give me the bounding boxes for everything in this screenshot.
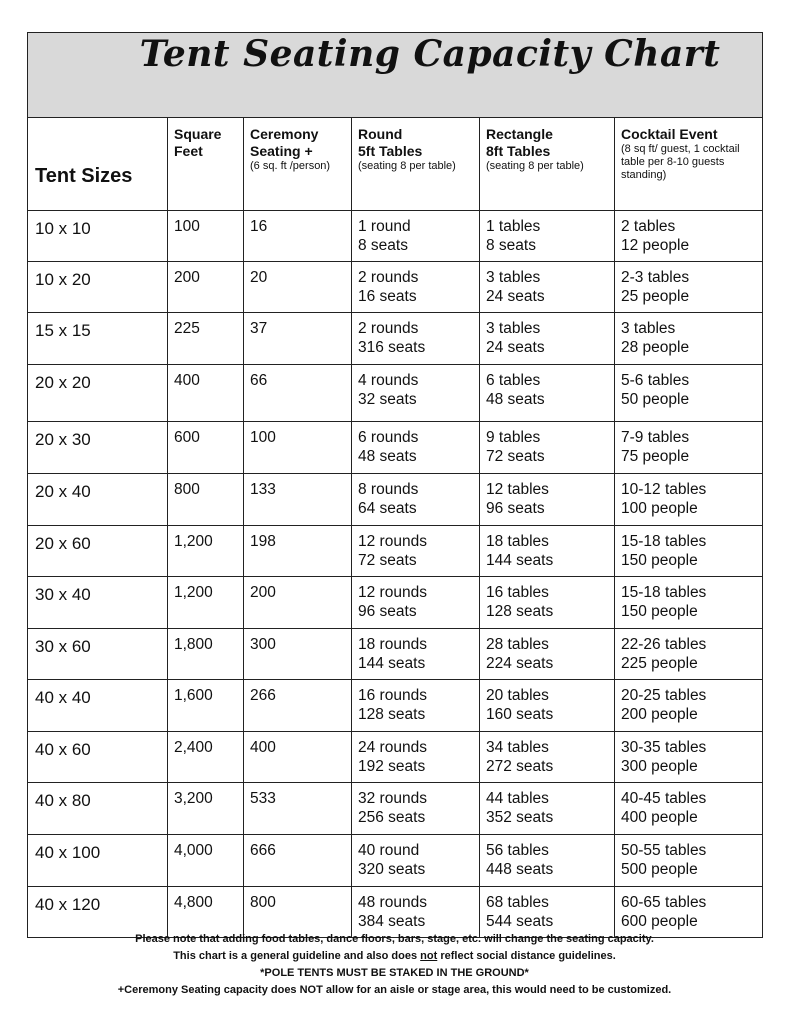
header-row xyxy=(28,118,763,211)
cell-round: 40 round 320 seats xyxy=(352,835,480,887)
cell-rectangle: 1 tables 8 seats xyxy=(480,211,615,262)
cell-rectangle: 18 tables 144 seats xyxy=(480,526,615,577)
title-banner xyxy=(28,33,763,118)
cell-square-feet: 2,400 xyxy=(168,732,244,783)
table-row xyxy=(28,526,763,577)
cell-cocktail: 20-25 tables 200 people xyxy=(615,680,763,732)
cell-cocktail: 22-26 tables 225 people xyxy=(615,629,763,680)
cell-tent-size: 40 x 40 xyxy=(28,680,168,732)
note-line-1: Please note that adding food tables, dance floors, bars, stage, etc. will change the seating capacity. xyxy=(135,933,654,945)
cell-round: 32 rounds 256 seats xyxy=(352,783,480,835)
cell-round: 12 rounds 96 seats xyxy=(352,577,480,629)
note-line-4: +Ceremony Seating capacity does NOT allow for an aisle or stage area, this would need to be customized. xyxy=(117,984,672,996)
cell-square-feet: 225 xyxy=(168,313,244,365)
cell-round: 2 rounds 16 seats xyxy=(352,262,480,313)
cell-tent-size: 40 x 80 xyxy=(28,783,168,835)
cell-tent-size: 20 x 20 xyxy=(28,365,168,422)
cell-tent-size: 40 x 120 xyxy=(28,887,168,938)
cell-ceremony: 133 xyxy=(244,474,352,526)
cell-tent-size: 10 x 20 xyxy=(28,262,168,313)
cell-rectangle: 3 tables 24 seats xyxy=(480,313,615,365)
table-row xyxy=(28,313,763,365)
cell-ceremony: 198 xyxy=(244,526,352,577)
cell-round: 8 rounds 64 seats xyxy=(352,474,480,526)
cell-cocktail: 40-45 tables 400 people xyxy=(615,783,763,835)
header-square-feet: Square Feet xyxy=(168,118,244,211)
cell-square-feet: 1,200 xyxy=(168,577,244,629)
cell-rectangle: 20 tables 160 seats xyxy=(480,680,615,732)
cell-square-feet: 1,600 xyxy=(168,680,244,732)
cell-cocktail: 15-18 tables 150 people xyxy=(615,577,763,629)
cell-ceremony: 16 xyxy=(244,211,352,262)
cell-square-feet: 1,200 xyxy=(168,526,244,577)
cell-square-feet: 200 xyxy=(168,262,244,313)
cell-square-feet: 4,000 xyxy=(168,835,244,887)
cell-ceremony: 666 xyxy=(244,835,352,887)
cell-rectangle: 34 tables 272 seats xyxy=(480,732,615,783)
header-ceremony: Ceremony Seating + (6 sq. ft /person) xyxy=(244,118,352,211)
cell-square-feet: 3,200 xyxy=(168,783,244,835)
cell-round: 12 rounds 72 seats xyxy=(352,526,480,577)
table-body xyxy=(28,211,763,938)
table-row xyxy=(28,422,763,474)
cell-rectangle: 9 tables 72 seats xyxy=(480,422,615,474)
cell-rectangle: 68 tables 544 seats xyxy=(480,887,615,938)
page-title: Tent Seating Capacity Chart xyxy=(139,33,721,75)
table-row xyxy=(28,577,763,629)
cell-ceremony: 66 xyxy=(244,365,352,422)
cell-square-feet: 400 xyxy=(168,365,244,422)
cell-round: 48 rounds 384 seats xyxy=(352,887,480,938)
header-tent-sizes: Tent Sizes xyxy=(28,118,168,211)
cell-rectangle: 44 tables 352 seats xyxy=(480,783,615,835)
table-row xyxy=(28,211,763,262)
cell-tent-size: 30 x 40 xyxy=(28,577,168,629)
cell-cocktail: 3 tables 28 people xyxy=(615,313,763,365)
note-line-2: This chart is a general guideline and also does not reflect social distance guidelines. xyxy=(173,950,616,962)
cell-square-feet: 100 xyxy=(168,211,244,262)
table-row xyxy=(28,474,763,526)
table-row xyxy=(28,262,763,313)
cell-ceremony: 266 xyxy=(244,680,352,732)
cell-rectangle: 6 tables 48 seats xyxy=(480,365,615,422)
header-rectangle: Rectangle 8ft Tables (seating 8 per table) xyxy=(480,118,615,211)
cell-tent-size: 20 x 60 xyxy=(28,526,168,577)
cell-ceremony: 400 xyxy=(244,732,352,783)
cell-rectangle: 12 tables 96 seats xyxy=(480,474,615,526)
cell-rectangle: 56 tables 448 seats xyxy=(480,835,615,887)
cell-cocktail: 60-65 tables 600 people xyxy=(615,887,763,938)
table-row xyxy=(28,365,763,422)
table-row xyxy=(28,835,763,887)
table-row xyxy=(28,680,763,732)
cell-ceremony: 533 xyxy=(244,783,352,835)
cell-cocktail: 10-12 tables 100 people xyxy=(615,474,763,526)
cell-ceremony: 37 xyxy=(244,313,352,365)
cell-square-feet: 4,800 xyxy=(168,887,244,938)
capacity-table xyxy=(27,32,763,938)
table-row xyxy=(28,629,763,680)
cell-ceremony: 20 xyxy=(244,262,352,313)
cell-tent-size: 40 x 60 xyxy=(28,732,168,783)
cell-cocktail: 15-18 tables 150 people xyxy=(615,526,763,577)
cell-tent-size: 15 x 15 xyxy=(28,313,168,365)
cell-cocktail: 30-35 tables 300 people xyxy=(615,732,763,783)
cell-tent-size: 20 x 40 xyxy=(28,474,168,526)
cell-tent-size: 40 x 100 xyxy=(28,835,168,887)
cell-ceremony: 800 xyxy=(244,887,352,938)
cell-round: 24 rounds 192 seats xyxy=(352,732,480,783)
cell-rectangle: 16 tables 128 seats xyxy=(480,577,615,629)
cell-square-feet: 600 xyxy=(168,422,244,474)
cell-cocktail: 2 tables 12 people xyxy=(615,211,763,262)
cell-tent-size: 10 x 10 xyxy=(28,211,168,262)
table-row xyxy=(28,887,763,938)
footnotes xyxy=(27,931,762,999)
cell-ceremony: 100 xyxy=(244,422,352,474)
cell-square-feet: 800 xyxy=(168,474,244,526)
header-round: Round 5ft Tables (seating 8 per table) xyxy=(352,118,480,211)
cell-cocktail: 5-6 tables 50 people xyxy=(615,365,763,422)
cell-tent-size: 30 x 60 xyxy=(28,629,168,680)
cell-round: 2 rounds 316 seats xyxy=(352,313,480,365)
cell-round: 4 rounds 32 seats xyxy=(352,365,480,422)
cell-round: 18 rounds 144 seats xyxy=(352,629,480,680)
note-line-3: *POLE TENTS MUST BE STAKED IN THE GROUND* xyxy=(260,967,529,979)
cell-round: 16 rounds 128 seats xyxy=(352,680,480,732)
table-row xyxy=(28,783,763,835)
header-cocktail: Cocktail Event (8 sq ft/ guest, 1 cocktail table per 8-10 guests standing) xyxy=(615,118,763,211)
cell-ceremony: 300 xyxy=(244,629,352,680)
cell-ceremony: 200 xyxy=(244,577,352,629)
cell-tent-size: 20 x 30 xyxy=(28,422,168,474)
cell-rectangle: 28 tables 224 seats xyxy=(480,629,615,680)
cell-square-feet: 1,800 xyxy=(168,629,244,680)
cell-cocktail: 50-55 tables 500 people xyxy=(615,835,763,887)
table-row xyxy=(28,732,763,783)
cell-rectangle: 3 tables 24 seats xyxy=(480,262,615,313)
cell-cocktail: 7-9 tables 75 people xyxy=(615,422,763,474)
cell-cocktail: 2-3 tables 25 people xyxy=(615,262,763,313)
cell-round: 1 round 8 seats xyxy=(352,211,480,262)
capacity-chart xyxy=(27,32,762,938)
cell-round: 6 rounds 48 seats xyxy=(352,422,480,474)
